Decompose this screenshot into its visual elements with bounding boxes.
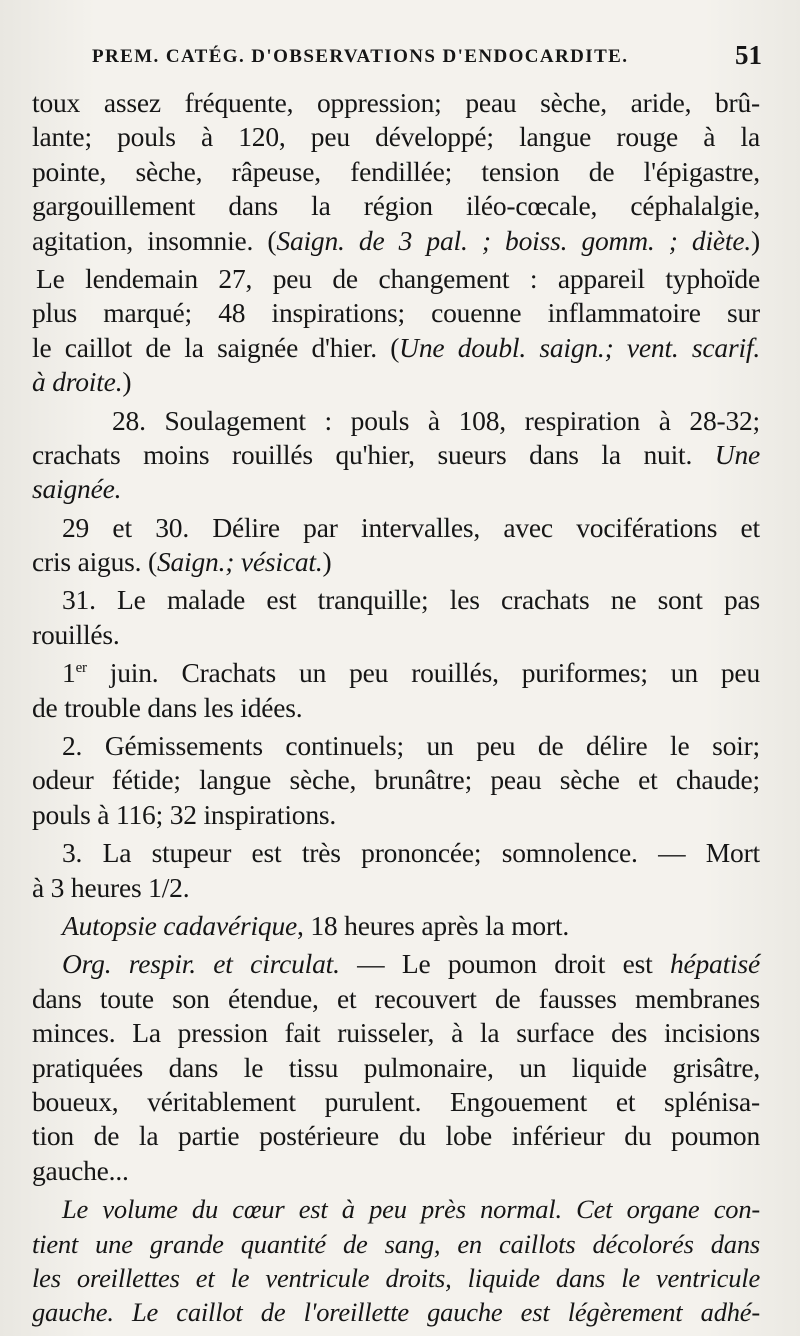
text-line: lante; pouls à 120, peu développé; langue rouge à la <box>32 121 760 153</box>
text-run: cris aigus. ( <box>32 546 157 578</box>
paragraph-day-31 <box>32 583 760 652</box>
text-line <box>32 947 760 981</box>
text-line <box>32 331 760 365</box>
text-line: odeur fétide; langue sèche, brunâtre; peau sèche et chaude; <box>32 764 760 796</box>
text-line: gauche. Le caillot de l'oreillette gauche est légèrement adhé- <box>32 1297 760 1328</box>
ordinal-superscript: er <box>75 660 87 677</box>
prescription-italic: à droite. <box>32 366 123 398</box>
text-run: agitation, insomnie. ( <box>32 224 277 256</box>
page-header <box>32 40 762 80</box>
prescription-italic: Une <box>714 438 760 470</box>
text-run: crachats moins rouillés qu'hier, sueurs dans la nuit. <box>32 438 715 470</box>
text-line <box>32 656 760 690</box>
paragraph-respiratory-organs <box>32 947 760 1188</box>
text-run: juin. Crachats un peu rouillés, puriformes; un peu <box>86 657 760 689</box>
paragraph-autopsy-heading <box>32 909 760 943</box>
text-line: gauche... <box>32 1154 129 1186</box>
text-run: 1 <box>62 657 76 689</box>
text-run: , 18 heures après la mort. <box>297 909 570 941</box>
text-line: Le volume du cœur est à peu près normal. Cet organe con- <box>62 1194 760 1225</box>
text-line: de trouble dans les idées. <box>32 691 303 723</box>
prescription-italic: Une doubl. saign.; vent. scarif. <box>399 331 760 363</box>
text-line: 3. La stupeur est très prononcée; somnolence. — Mort <box>62 837 760 869</box>
text-line: dans toute son étendue, et recouvert de fausses membranes <box>32 982 760 1014</box>
section-italic: Autopsie cadavérique <box>62 909 298 941</box>
text-line <box>32 438 760 472</box>
paragraph-day-27 <box>32 262 760 400</box>
text-run: ) <box>122 366 132 398</box>
text-line: pouls à 116; 32 inspirations. <box>32 798 337 830</box>
text-line: 28. Soulagement : pouls à 108, respiration à 28-32; <box>112 404 760 436</box>
paragraph-day-29-30 <box>32 511 760 580</box>
text-line: gargouillement dans la région iléo-cœcale, céphalalgie, <box>32 190 760 222</box>
text-line: 29 et 30. Délire par intervalles, avec vociférations et <box>62 511 760 543</box>
text-line: pointe, sèche, râpeuse, fendillée; tension de l'épigastre, <box>32 155 760 187</box>
text-line: toux assez fréquente, oppression; peau sèche, aride, brû- <box>32 87 760 118</box>
text-line: rouillés. <box>32 618 120 650</box>
text-line: boueux, véritablement purulent. Engouement et splénisa- <box>32 1085 760 1117</box>
text-run: — Le poumon droit est <box>339 948 670 980</box>
text-line: tient une grande quantité de sang, en caillots décolorés dans <box>32 1228 760 1259</box>
text-line <box>32 472 760 506</box>
paragraph-heart <box>32 1192 760 1330</box>
text-line: minces. La pression fait ruisseler, à la surface des incisions <box>32 1017 760 1049</box>
text-line <box>32 224 760 258</box>
text-line: 2. Gémissements continuels; un peu de délire le soir; <box>62 730 760 762</box>
prescription-italic: saignée. <box>32 473 122 505</box>
section-italic: Org. respir. et circulat. <box>62 948 340 980</box>
text-run: ) <box>322 546 332 578</box>
paragraph-day-28 <box>32 404 760 507</box>
text-line: 31. Le malade est tranquille; les crachats ne sont pas <box>62 584 760 616</box>
text-line <box>32 545 760 579</box>
text-line: tion de la partie postérieure du lobe inférieur du poumon <box>32 1120 760 1152</box>
paragraph-continuation <box>32 86 760 258</box>
text-line: plus marqué; 48 inspirations; couenne inflammatoire sur <box>32 297 760 329</box>
text-line: les oreillettes et le ventricule droits, liquide dans le ventricule <box>32 1262 760 1293</box>
text-line: à 3 heures 1/2. <box>32 871 190 903</box>
text-line <box>32 909 760 943</box>
term-italic: hépatisé <box>669 948 760 980</box>
page-body <box>32 86 760 1330</box>
paragraph-day-3 <box>32 836 760 905</box>
prescription-italic: Saign.; vésicat. <box>156 546 323 578</box>
text-line: Le lendemain 27, peu de changement : appareil typhoïde <box>36 262 760 294</box>
text-run: le caillot de la saignée d'hier. ( <box>32 331 400 363</box>
page-number: 51 <box>735 40 762 70</box>
paragraph-day-2 <box>32 729 760 832</box>
prescription-italic: Saign. de 3 pal. ; boiss. gomm. ; diète. <box>276 224 752 256</box>
paragraph-june-1 <box>32 656 760 725</box>
text-line <box>32 365 760 399</box>
text-run: ) <box>751 224 761 256</box>
running-head: PREM. CATÉG. D'OBSERVATIONS D'ENDOCARDITE. <box>92 46 629 67</box>
text-line: pratiquées dans le tissu pulmonaire, un liquide grisâtre, <box>32 1051 760 1083</box>
